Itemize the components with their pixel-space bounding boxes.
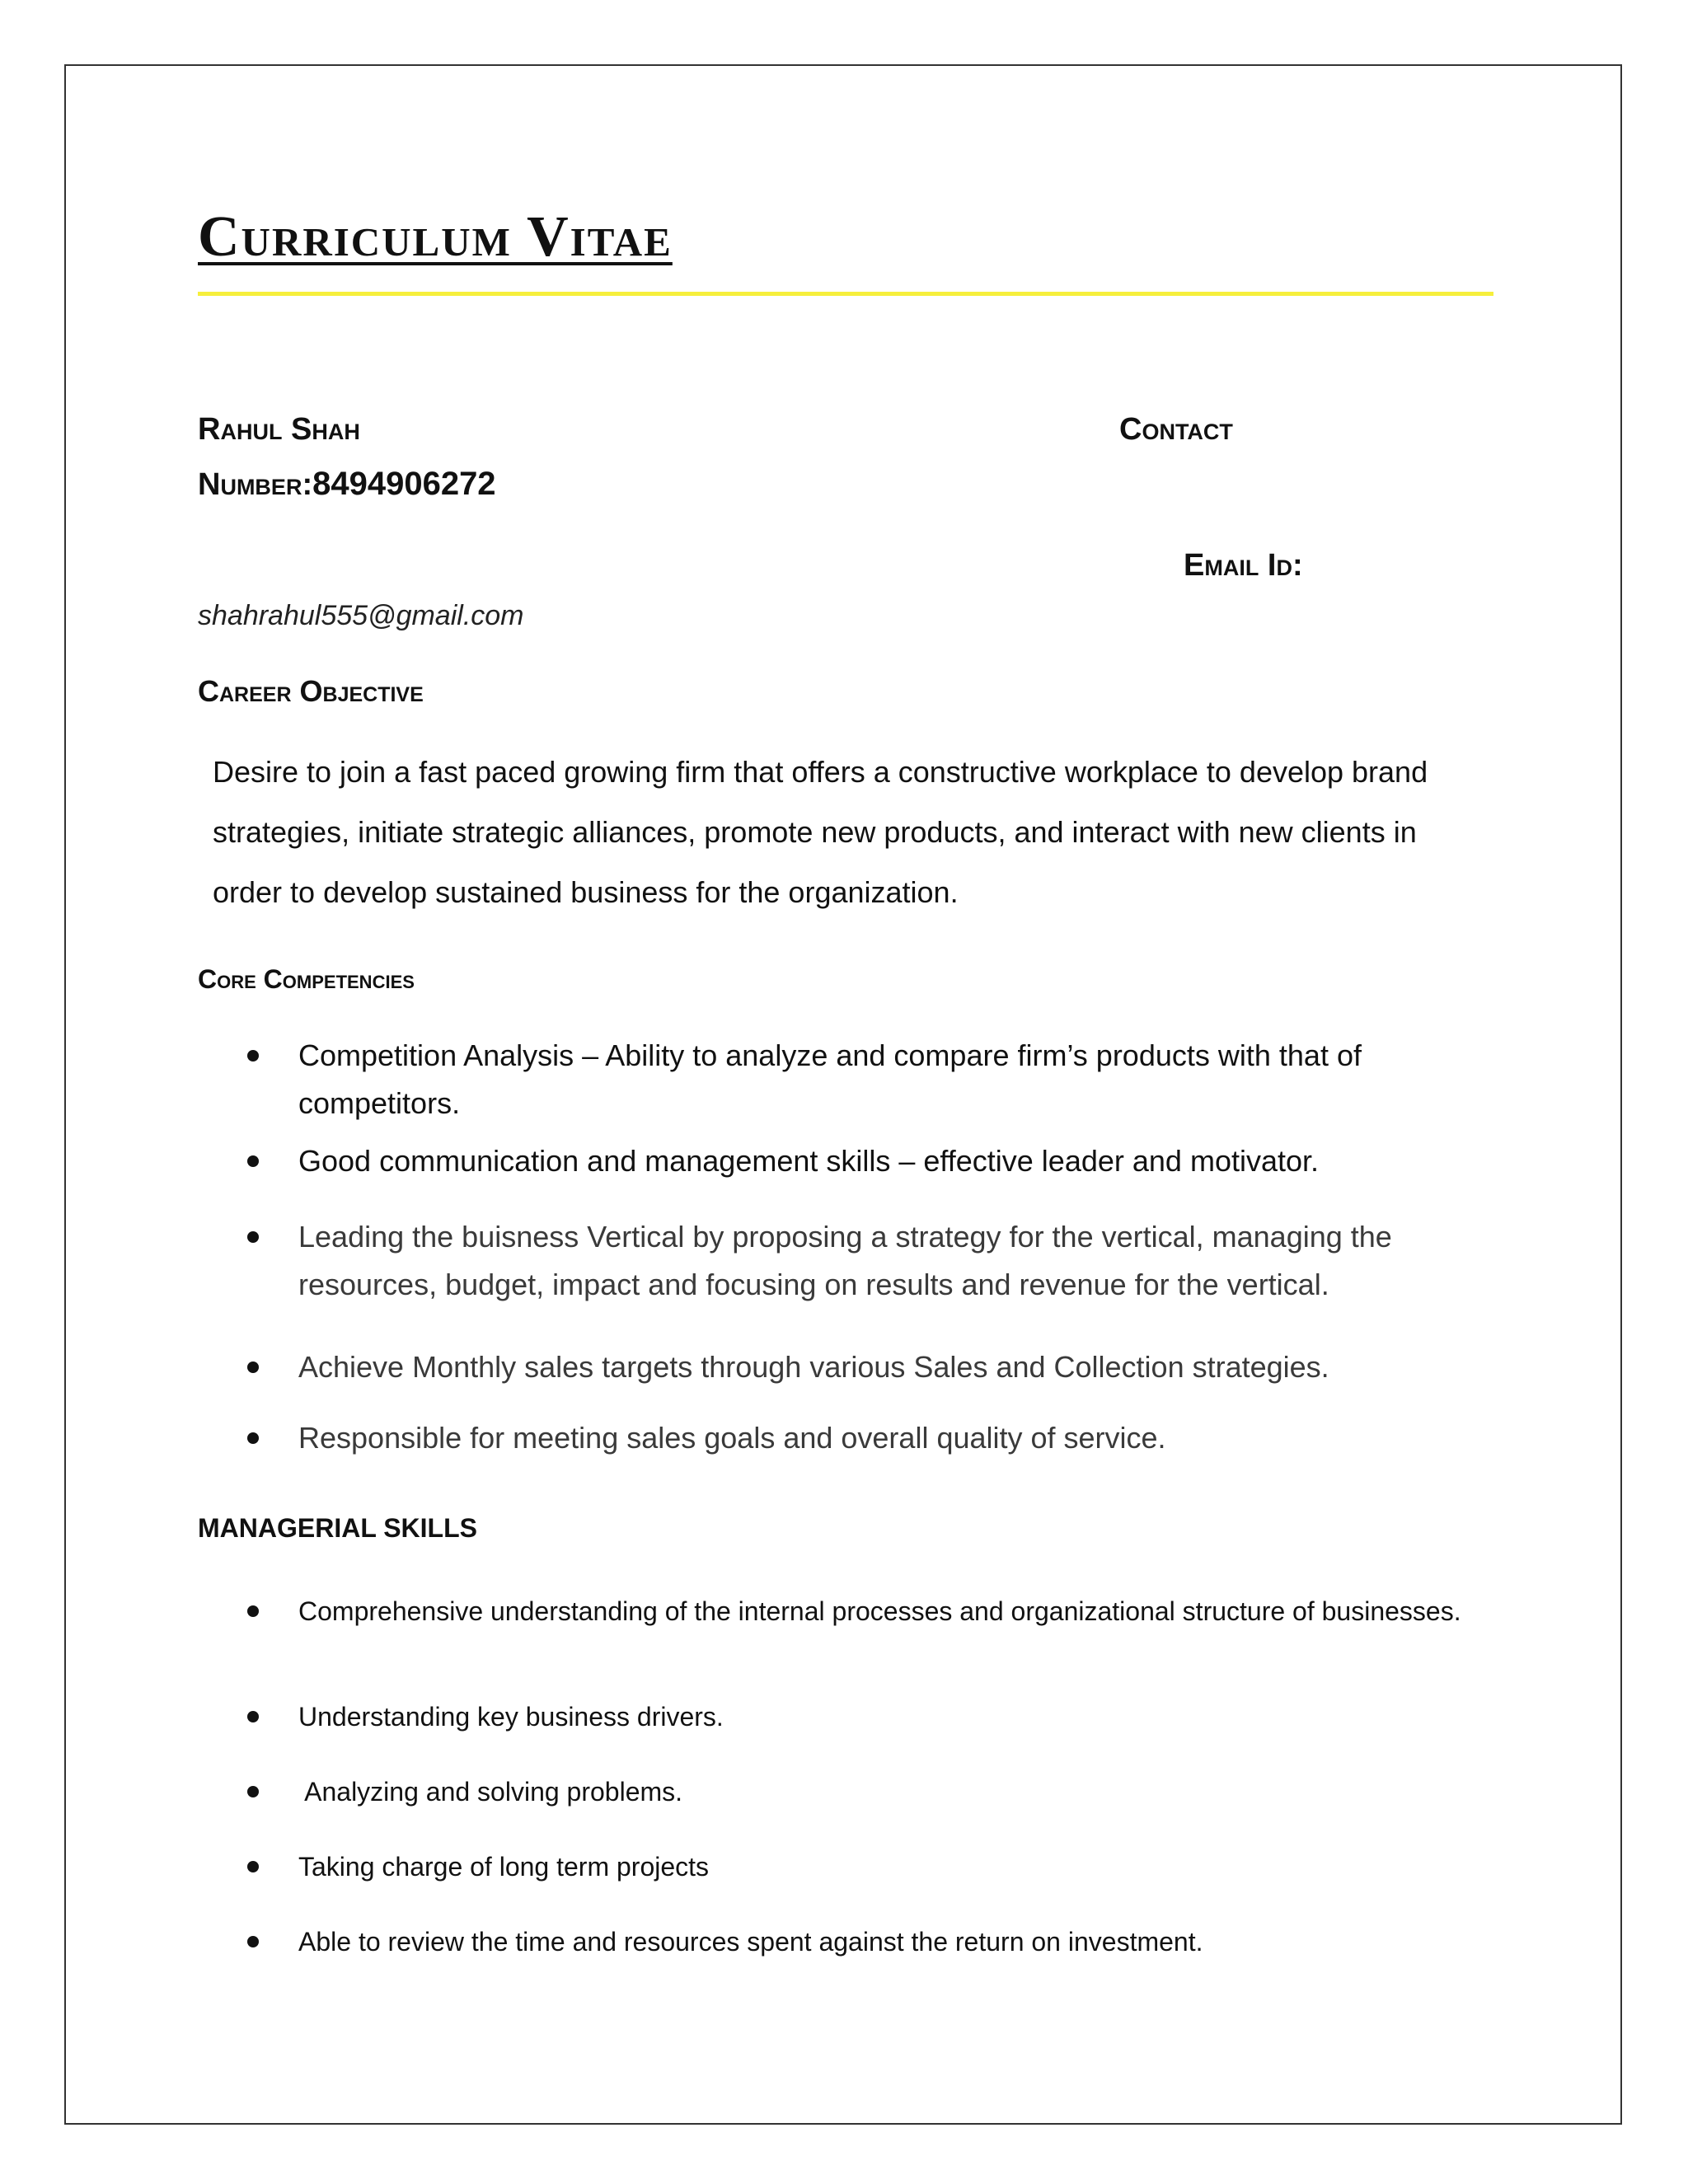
list-item-text: Leading the buisness Vertical by proposing a strategy for the vertical, managing the resources, budget, impact and focusing on results and revenue for the vertical. [298,1220,1392,1301]
list-item-text: Analyzing and solving problems. [298,1777,683,1807]
list-item-text: Responsible for meeting sales goals and overall quality of service. [298,1421,1166,1455]
bullet-icon [247,1711,259,1722]
number-label: Number: [198,467,313,502]
list-item-text: Taking charge of long term projects [298,1852,710,1882]
bullet-icon [247,1231,259,1243]
contact-label: Contact [1119,412,1233,447]
list-item-text: Comprehensive understanding of the internal processes and organizational structure of businesses. [298,1596,1461,1626]
bullet-icon [247,1155,259,1167]
bullet-icon [247,1861,259,1872]
core-competencies-heading: Core Competencies [198,964,415,994]
bullet-icon [247,1936,259,1947]
list-item-text: Achieve Monthly sales targets through various Sales and Collection strategies. [298,1350,1329,1384]
email-value: shahrahul555@gmail.com [198,600,524,631]
list-item-text: Understanding key business drivers. [298,1702,724,1732]
list-item-text: Competition Analysis – Ability to analyze and compare firm’s products with that of competitors. [298,1038,1362,1120]
bullet-icon [247,1432,259,1444]
bullet-icon [247,1361,259,1373]
bullet-icon [247,1050,259,1062]
bullet-icon [247,1605,259,1617]
career-objective-text: Desire to join a fast paced growing firm that offers a constructive workplace to develop brand strategies, initiate strategic alliances, promote new products, and interact with new clients in order to develop sustained business for the organization. [213,755,1428,909]
career-objective-heading: Career Objective [198,674,424,708]
list-item-text: Good communication and management skills – effective leader and motivator. [298,1144,1320,1178]
number-value: 8494906272 [312,466,496,502]
list-item-text: Able to review the time and resources spent against the return on investment. [298,1927,1203,1957]
title-underline-rule [198,292,1493,296]
bullet-icon [247,1786,259,1797]
managerial-skills-heading: MANAGERIAL SKILLS [198,1513,477,1543]
candidate-name: Rahul Shah [198,412,360,447]
document-title: Curriculum Vitae [198,205,673,269]
contact-number [198,466,496,503]
email-label: Email Id: [1184,548,1303,583]
